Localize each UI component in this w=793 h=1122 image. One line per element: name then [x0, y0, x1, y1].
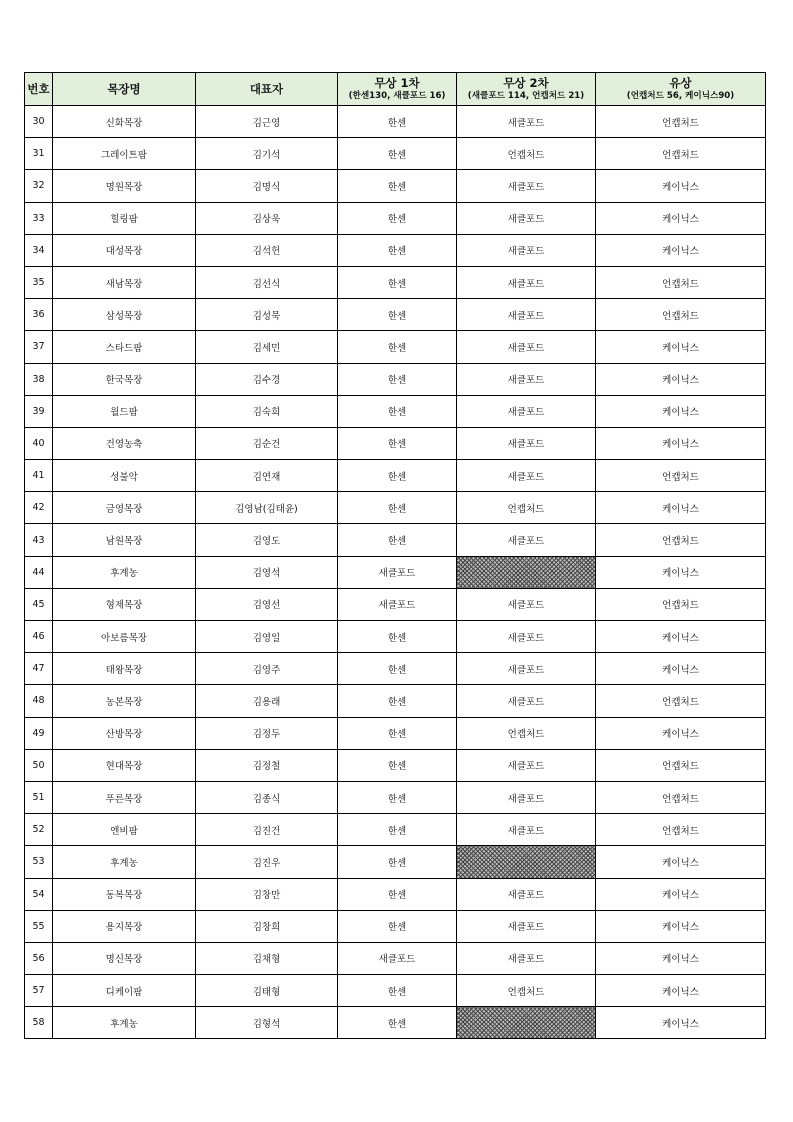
cell-free-round-2: 새클포드 — [457, 588, 596, 620]
cell-free-round-2: 새클포드 — [457, 781, 596, 813]
cell-representative: 김영남(김태윤) — [196, 492, 338, 524]
cell-num: 57 — [25, 975, 53, 1007]
cell-free-round-2: 새클포드 — [457, 653, 596, 685]
table-row — [25, 492, 766, 524]
cell-free-round-2-hatched — [457, 846, 596, 878]
cell-farm-name: 용지목장 — [53, 910, 196, 942]
table-row — [25, 460, 766, 492]
table-row — [25, 170, 766, 202]
cell-num: 56 — [25, 942, 53, 974]
cell-free-round-2: 새클포드 — [457, 749, 596, 781]
cell-farm-name: 대성목장 — [53, 234, 196, 266]
cell-num: 34 — [25, 234, 53, 266]
table-header-row — [25, 73, 766, 106]
header-num: 번호 — [25, 73, 53, 106]
table-row — [25, 975, 766, 1007]
cell-farm-name: 아보름목장 — [53, 621, 196, 653]
table-row — [25, 749, 766, 781]
cell-num: 38 — [25, 363, 53, 395]
cell-representative: 김채형 — [196, 942, 338, 974]
table-row — [25, 556, 766, 588]
cell-free-round-2: 새클포드 — [457, 331, 596, 363]
cell-num: 32 — [25, 170, 53, 202]
cell-representative: 김영석 — [196, 556, 338, 588]
cell-farm-name: 푸른목장 — [53, 781, 196, 813]
header-free-round-2-sub: (새클포드 114, 언캡처드 21) — [467, 91, 585, 101]
cell-farm-name: 태왕목장 — [53, 653, 196, 685]
cell-farm-name: 스타드팜 — [53, 331, 196, 363]
cell-free-round-1: 한센 — [338, 1007, 457, 1039]
cell-paid: 케이닉스 — [596, 717, 766, 749]
cell-farm-name: 삼성목장 — [53, 299, 196, 331]
cell-paid: 언캡처드 — [596, 814, 766, 846]
cell-representative: 김숙희 — [196, 395, 338, 427]
table-row — [25, 878, 766, 910]
table-row — [25, 1007, 766, 1039]
cell-free-round-1: 한센 — [338, 814, 457, 846]
cell-farm-name: 신화목장 — [53, 106, 196, 138]
cell-num: 39 — [25, 395, 53, 427]
cell-paid: 언캡처드 — [596, 266, 766, 298]
cell-num: 55 — [25, 910, 53, 942]
cell-free-round-2: 새클포드 — [457, 363, 596, 395]
cell-paid: 케이닉스 — [596, 846, 766, 878]
cell-free-round-1: 한센 — [338, 781, 457, 813]
header-free-round-2-title: 무상 2차 — [503, 76, 549, 90]
cell-paid: 케이닉스 — [596, 878, 766, 910]
cell-num: 50 — [25, 749, 53, 781]
cell-free-round-2: 새클포드 — [457, 814, 596, 846]
table-row — [25, 266, 766, 298]
cell-free-round-1: 한센 — [338, 460, 457, 492]
cell-free-round-1: 한센 — [338, 106, 457, 138]
cell-representative: 김태형 — [196, 975, 338, 1007]
cell-free-round-1: 한센 — [338, 266, 457, 298]
cell-paid: 케이닉스 — [596, 170, 766, 202]
cell-farm-name: 후계농 — [53, 556, 196, 588]
table-row — [25, 138, 766, 170]
cell-farm-name: 한국목장 — [53, 363, 196, 395]
cell-num: 51 — [25, 781, 53, 813]
cell-free-round-1: 한센 — [338, 202, 457, 234]
farm-distribution-table — [24, 72, 766, 1039]
cell-num: 52 — [25, 814, 53, 846]
cell-free-round-2: 새클포드 — [457, 621, 596, 653]
cell-free-round-2: 새클포드 — [457, 299, 596, 331]
header-paid — [596, 73, 766, 106]
header-free-round-1 — [338, 73, 457, 106]
cell-paid: 케이닉스 — [596, 492, 766, 524]
cell-representative: 김수경 — [196, 363, 338, 395]
table-row — [25, 846, 766, 878]
cell-representative: 김근영 — [196, 106, 338, 138]
cell-free-round-1: 한센 — [338, 975, 457, 1007]
cell-num: 47 — [25, 653, 53, 685]
table-row — [25, 202, 766, 234]
cell-num: 35 — [25, 266, 53, 298]
cell-free-round-2: 새클포드 — [457, 685, 596, 717]
cell-paid: 언캡처드 — [596, 524, 766, 556]
table-row — [25, 781, 766, 813]
cell-representative: 김진건 — [196, 814, 338, 846]
cell-paid: 케이닉스 — [596, 653, 766, 685]
table-row — [25, 942, 766, 974]
cell-representative: 김정두 — [196, 717, 338, 749]
cell-free-round-2: 새클포드 — [457, 460, 596, 492]
header-free-round-1-title: 무상 1차 — [374, 76, 420, 90]
cell-representative: 김창희 — [196, 910, 338, 942]
cell-free-round-2: 언캡처드 — [457, 492, 596, 524]
cell-paid: 케이닉스 — [596, 1007, 766, 1039]
table-row — [25, 685, 766, 717]
table-row — [25, 299, 766, 331]
cell-representative: 김세민 — [196, 331, 338, 363]
cell-num: 43 — [25, 524, 53, 556]
cell-farm-name: 월드팜 — [53, 395, 196, 427]
cell-num: 49 — [25, 717, 53, 749]
cell-representative: 김상욱 — [196, 202, 338, 234]
cell-free-round-2-hatched — [457, 1007, 596, 1039]
cell-farm-name: 명원목장 — [53, 170, 196, 202]
cell-free-round-2: 새클포드 — [457, 878, 596, 910]
cell-representative: 김기석 — [196, 138, 338, 170]
cell-free-round-1: 한센 — [338, 685, 457, 717]
cell-free-round-2: 새클포드 — [457, 266, 596, 298]
cell-free-round-1: 한센 — [338, 299, 457, 331]
cell-free-round-2: 언캡처드 — [457, 717, 596, 749]
cell-num: 37 — [25, 331, 53, 363]
cell-farm-name: 그레이트팜 — [53, 138, 196, 170]
cell-free-round-1: 한센 — [338, 910, 457, 942]
table-row — [25, 363, 766, 395]
cell-representative: 김용래 — [196, 685, 338, 717]
cell-free-round-1: 한센 — [338, 170, 457, 202]
cell-paid: 언캡처드 — [596, 685, 766, 717]
header-paid-title: 유상 — [669, 76, 692, 90]
cell-num: 42 — [25, 492, 53, 524]
cell-paid: 케이닉스 — [596, 363, 766, 395]
cell-farm-name: 새남목장 — [53, 266, 196, 298]
cell-free-round-1: 한센 — [338, 427, 457, 459]
cell-num: 48 — [25, 685, 53, 717]
cell-representative: 김형석 — [196, 1007, 338, 1039]
cell-farm-name: 디케이팜 — [53, 975, 196, 1007]
cell-farm-name: 엔비팜 — [53, 814, 196, 846]
cell-paid: 언캡처드 — [596, 749, 766, 781]
table-row — [25, 717, 766, 749]
cell-free-round-1: 한센 — [338, 138, 457, 170]
table-row — [25, 621, 766, 653]
cell-farm-name: 힐링팜 — [53, 202, 196, 234]
cell-representative: 김연재 — [196, 460, 338, 492]
cell-free-round-2: 새클포드 — [457, 234, 596, 266]
cell-farm-name: 후계농 — [53, 846, 196, 878]
cell-num: 54 — [25, 878, 53, 910]
farm-distribution-sheet — [24, 72, 766, 1039]
cell-num: 58 — [25, 1007, 53, 1039]
cell-farm-name: 동복목장 — [53, 878, 196, 910]
cell-paid: 케이닉스 — [596, 942, 766, 974]
cell-paid: 케이닉스 — [596, 202, 766, 234]
cell-free-round-1: 새클포드 — [338, 556, 457, 588]
cell-representative: 김영일 — [196, 621, 338, 653]
cell-farm-name: 명신목장 — [53, 942, 196, 974]
cell-paid: 케이닉스 — [596, 234, 766, 266]
cell-representative: 김성묵 — [196, 299, 338, 331]
cell-farm-name: 농본목장 — [53, 685, 196, 717]
header-free-round-2 — [457, 73, 596, 106]
cell-num: 31 — [25, 138, 53, 170]
table-row — [25, 106, 766, 138]
cell-free-round-1: 한센 — [338, 492, 457, 524]
header-representative: 대표자 — [196, 73, 338, 106]
cell-paid: 언캡처드 — [596, 299, 766, 331]
cell-paid: 케이닉스 — [596, 331, 766, 363]
cell-free-round-1: 한센 — [338, 846, 457, 878]
table-row — [25, 653, 766, 685]
cell-free-round-2-hatched — [457, 556, 596, 588]
cell-num: 33 — [25, 202, 53, 234]
cell-representative: 김정철 — [196, 749, 338, 781]
cell-representative: 김순건 — [196, 427, 338, 459]
cell-free-round-2: 새클포드 — [457, 106, 596, 138]
table-row — [25, 588, 766, 620]
cell-paid: 언캡처드 — [596, 588, 766, 620]
cell-paid: 케이닉스 — [596, 910, 766, 942]
cell-free-round-2: 새클포드 — [457, 395, 596, 427]
cell-num: 41 — [25, 460, 53, 492]
cell-num: 30 — [25, 106, 53, 138]
cell-num: 44 — [25, 556, 53, 588]
header-paid-sub: (언캡처드 56, 케이닉스90) — [626, 91, 735, 101]
cell-paid: 케이닉스 — [596, 427, 766, 459]
cell-free-round-2: 새클포드 — [457, 202, 596, 234]
cell-free-round-2: 새클포드 — [457, 524, 596, 556]
cell-free-round-1: 한센 — [338, 621, 457, 653]
cell-free-round-1: 한센 — [338, 331, 457, 363]
cell-farm-name: 후계농 — [53, 1007, 196, 1039]
cell-paid: 케이닉스 — [596, 975, 766, 1007]
cell-representative: 김영주 — [196, 653, 338, 685]
table-row — [25, 331, 766, 363]
cell-farm-name: 성불악 — [53, 460, 196, 492]
cell-paid: 언캡처드 — [596, 781, 766, 813]
cell-representative: 김진우 — [196, 846, 338, 878]
table-body — [25, 106, 766, 1039]
header-free-round-1-sub: (한센130, 새클포드 16) — [348, 91, 446, 101]
cell-num: 46 — [25, 621, 53, 653]
cell-free-round-1: 한센 — [338, 653, 457, 685]
cell-representative: 김영도 — [196, 524, 338, 556]
table-row — [25, 814, 766, 846]
cell-representative: 김영선 — [196, 588, 338, 620]
cell-farm-name: 형제목장 — [53, 588, 196, 620]
table-row — [25, 395, 766, 427]
cell-representative: 김석헌 — [196, 234, 338, 266]
cell-free-round-2: 언캡처드 — [457, 138, 596, 170]
cell-free-round-1: 한센 — [338, 717, 457, 749]
cell-representative: 김선식 — [196, 266, 338, 298]
cell-free-round-1: 한센 — [338, 395, 457, 427]
cell-representative: 김종식 — [196, 781, 338, 813]
cell-free-round-2: 새클포드 — [457, 427, 596, 459]
table-row — [25, 234, 766, 266]
cell-free-round-1: 한센 — [338, 524, 457, 556]
cell-free-round-1: 한센 — [338, 878, 457, 910]
cell-num: 40 — [25, 427, 53, 459]
cell-farm-name: 건영농축 — [53, 427, 196, 459]
cell-free-round-1: 한센 — [338, 749, 457, 781]
cell-free-round-1: 한센 — [338, 234, 457, 266]
cell-num: 45 — [25, 588, 53, 620]
cell-paid: 케이닉스 — [596, 395, 766, 427]
table-row — [25, 427, 766, 459]
cell-paid: 케이닉스 — [596, 621, 766, 653]
cell-farm-name: 산방목장 — [53, 717, 196, 749]
cell-paid: 언캡처드 — [596, 138, 766, 170]
cell-representative: 김창만 — [196, 878, 338, 910]
cell-free-round-1: 새클포드 — [338, 942, 457, 974]
cell-free-round-2: 새클포드 — [457, 910, 596, 942]
cell-representative: 김명식 — [196, 170, 338, 202]
cell-farm-name: 금영목장 — [53, 492, 196, 524]
cell-num: 53 — [25, 846, 53, 878]
cell-free-round-2: 새클포드 — [457, 170, 596, 202]
cell-paid: 케이닉스 — [596, 556, 766, 588]
cell-paid: 언캡처드 — [596, 106, 766, 138]
cell-paid: 언캡처드 — [596, 460, 766, 492]
table-row — [25, 910, 766, 942]
cell-free-round-2: 새클포드 — [457, 942, 596, 974]
cell-free-round-2: 언캡처드 — [457, 975, 596, 1007]
header-farm-name: 목장명 — [53, 73, 196, 106]
cell-num: 36 — [25, 299, 53, 331]
cell-farm-name: 남원목장 — [53, 524, 196, 556]
cell-free-round-1: 새클포드 — [338, 588, 457, 620]
table-row — [25, 524, 766, 556]
cell-free-round-1: 한센 — [338, 363, 457, 395]
cell-farm-name: 현대목장 — [53, 749, 196, 781]
